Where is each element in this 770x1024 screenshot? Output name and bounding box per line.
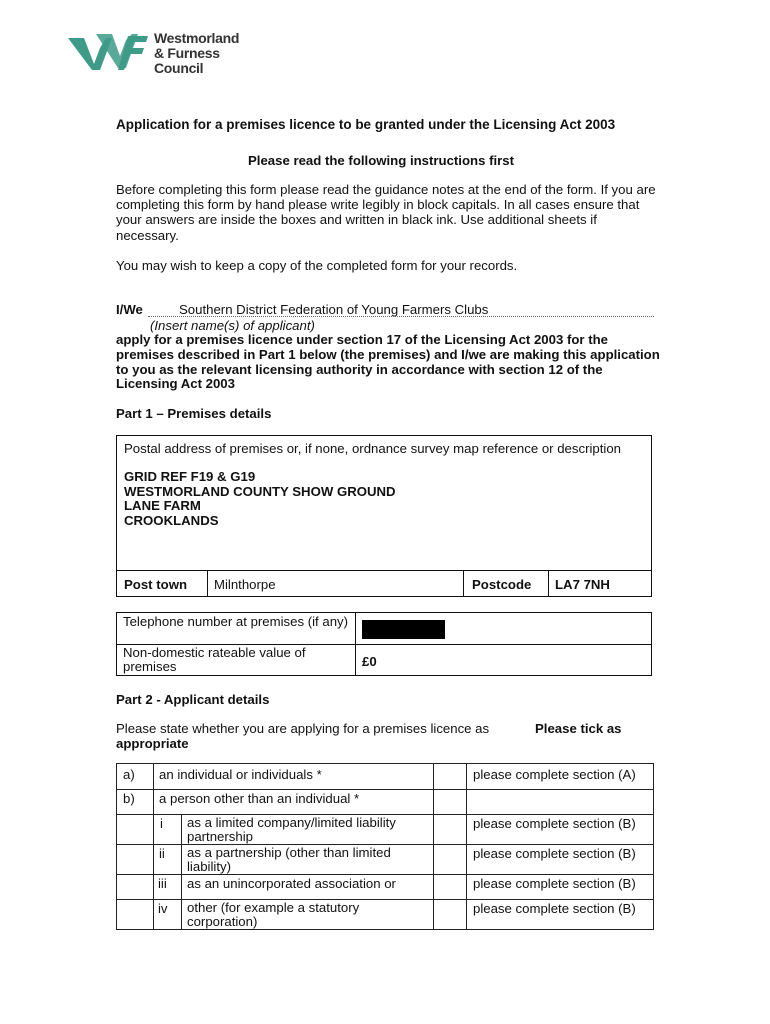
- row-i-text: as a limited company/limited liability partnership: [187, 815, 396, 844]
- applicant-name-hint: (Insert name(s) of applicant): [150, 318, 315, 333]
- postcode-label: Postcode: [472, 577, 532, 592]
- council-name: [154, 31, 239, 76]
- row-iii-tick-box[interactable]: [434, 875, 465, 897]
- instructions-body: Before completing this form please read the guidance notes at the end of the form. If you are completing this form by hand please write legibly in block capitals. In all cases ensure that your answers are inside the boxes and written in black ink. Use additional sheets if necessary.: [116, 182, 656, 243]
- row-divider: [117, 874, 653, 875]
- row-a-text: an individual or individuals *: [159, 767, 322, 782]
- row-iv-text: other (for example a statutory corporation): [187, 900, 360, 929]
- post-town-label: Post town: [124, 577, 188, 592]
- instructions-heading: Please read the following instructions first: [248, 153, 514, 168]
- rateable-value-field[interactable]: £0: [362, 654, 377, 669]
- col-divider: [153, 764, 154, 814]
- col-divider: [153, 814, 154, 930]
- row-a-letter: a): [123, 767, 135, 782]
- row-ii-tick-box[interactable]: [434, 845, 465, 871]
- row-b-text: a person other than an individual *: [159, 791, 360, 806]
- row-iii-action: please complete section (B): [473, 876, 636, 891]
- row-b-letter: b): [123, 791, 135, 806]
- council-name-line-1: Westmorland: [154, 30, 240, 46]
- applying-as-text: Please state whether you are applying for a premises licence as: [116, 721, 490, 736]
- row-i-action: please complete section (B): [473, 816, 636, 831]
- premises-address-field[interactable]: [124, 470, 396, 529]
- address-line-1: GRID REF F19 & G19: [124, 469, 256, 484]
- applicant-name-line: [148, 316, 654, 317]
- col-divider: [466, 764, 467, 930]
- appropriate-text: appropriate: [116, 736, 189, 751]
- postcode-divider-left: [463, 571, 464, 597]
- telephone-label: Telephone number at premises (if any): [123, 614, 349, 629]
- row-divider: [117, 789, 653, 790]
- row-iv-tick-box[interactable]: [434, 900, 465, 927]
- address-line-4: CROOKLANDS: [124, 513, 219, 529]
- applicant-label: I/We: [116, 302, 143, 317]
- row-a-action: please complete section (A): [473, 767, 636, 782]
- col-divider: [181, 814, 182, 930]
- row-iii-text: as an unincorporated association or: [187, 876, 396, 891]
- row-i-label: i: [160, 816, 163, 831]
- row-iv-label: iv: [158, 901, 168, 916]
- applicant-name-field[interactable]: Southern District Federation of Young Farmers Clubs: [179, 302, 489, 317]
- address-line-2: WESTMORLAND COUNTY SHOW GROUND: [124, 483, 396, 499]
- table-column-divider: [355, 613, 356, 675]
- row-iv-action: please complete section (B): [473, 901, 636, 916]
- row-a-tick-box[interactable]: [434, 766, 465, 788]
- keep-copy-note: You may wish to keep a copy of the completed form for your records.: [116, 258, 518, 273]
- row-ii-label: ii: [159, 846, 165, 861]
- tick-instruction: Please tick as: [535, 721, 622, 736]
- row-ii-action: please complete section (B): [473, 846, 636, 861]
- part1-heading: Part 1 – Premises details: [116, 406, 272, 421]
- part2-heading: Part 2 - Applicant details: [116, 692, 270, 707]
- council-logo-mark-icon: [66, 30, 156, 76]
- row-iii-label: iii: [158, 876, 167, 891]
- telephone-redacted-field[interactable]: [362, 620, 445, 639]
- council-name-line-3: Council: [154, 60, 204, 76]
- post-town-field[interactable]: Milnthorpe: [214, 577, 276, 592]
- post-town-divider: [207, 571, 208, 597]
- rateable-value-label: Non-domestic rateable value of premises: [123, 645, 306, 674]
- address-line-3: LANE FARM: [124, 498, 201, 514]
- postcode-field[interactable]: LA7 7NH: [555, 577, 610, 592]
- postcode-divider-right: [548, 571, 549, 597]
- row-ii-text: as a partnership (other than limited liability): [187, 845, 391, 874]
- row-i-tick-box[interactable]: [434, 815, 465, 841]
- council-name-line-2: & Furness: [154, 45, 220, 61]
- page-title: Application for a premises licence to be granted under the Licensing Act 2003: [116, 117, 616, 132]
- premises-address-label: Postal address of premises or, if none, ordnance survey map reference or description: [124, 441, 621, 456]
- application-statement: apply for a premises licence under section 17 of the Licensing Act 2003 for the premises described in Part 1 below (the premises) and I/we are making this application to you as the relevant licensing authority in accordance with section 12 of the Licensing Act 2003: [116, 332, 660, 392]
